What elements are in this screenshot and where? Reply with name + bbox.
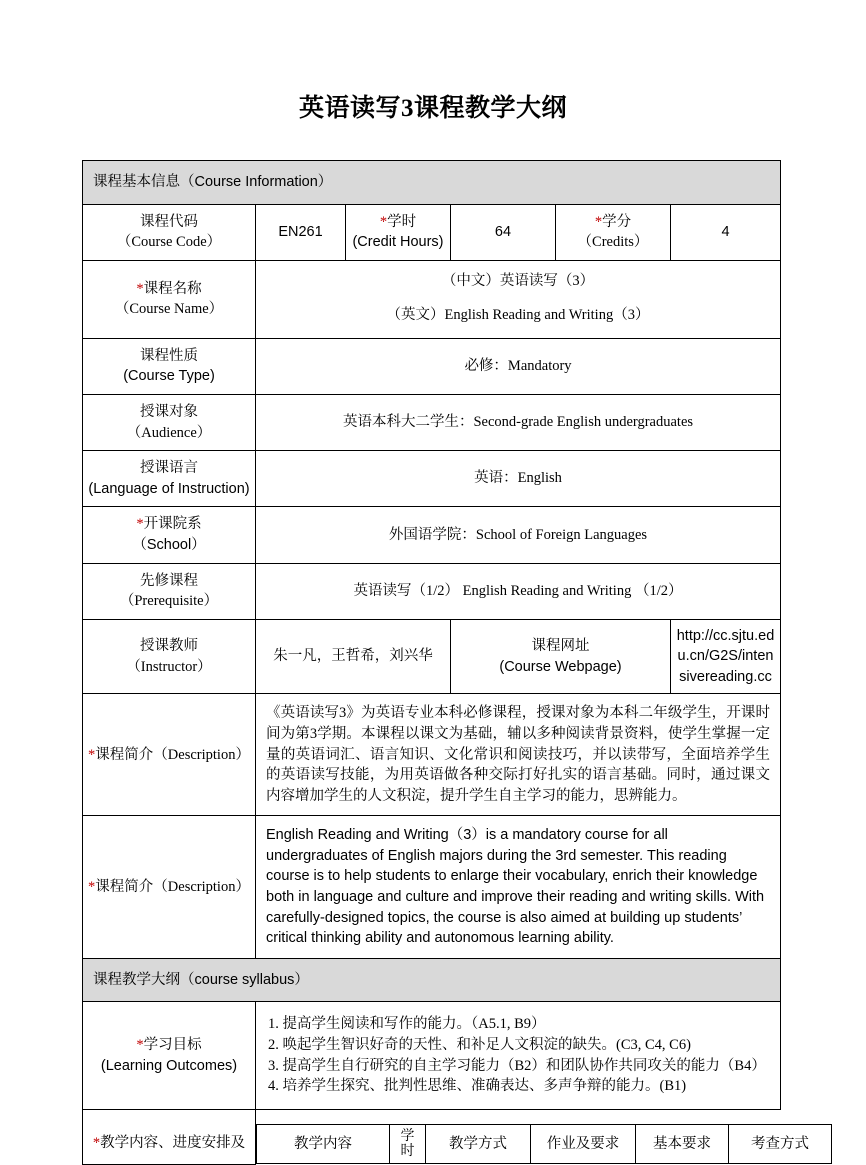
section-header-course-information: 课程基本信息（Course Information） <box>83 161 781 205</box>
value-course-type: 必修：Mandatory <box>256 338 781 394</box>
value-description-en: English Reading and Writing（3）is a mandatory course for all undergraduates of English majors during the 3rd semester. This reading course is to help students to enlarge their vocabulary, enrich their knowledge both in language and culture and improve their reading and writing skills. With carefully-designed topics, the course is also aimed at building up students’ critical thinking ability and autonomous learning ability. <box>256 816 781 958</box>
label-learning-outcomes-cn: 学习目标 <box>143 1036 202 1053</box>
value-school: 外国语学院：School of Foreign Languages <box>256 507 781 563</box>
label-description-en-text: 课程简介（Description） <box>95 878 250 895</box>
label-instructor-en: （Instructor） <box>126 658 212 675</box>
label-language-en: (Language of Instruction) <box>88 480 250 497</box>
label-audience-cn: 授课对象 <box>140 404 198 421</box>
label-course-webpage-en: (Course Webpage) <box>499 658 622 675</box>
label-course-type-en: (Course Type) <box>123 368 215 385</box>
value-course-code: EN261 <box>256 204 346 260</box>
table-row-description-cn <box>83 694 781 816</box>
label-credit-hours-cn: 学时 <box>387 213 417 230</box>
required-asterisk: * <box>88 878 96 895</box>
table-row-course-name <box>83 260 781 338</box>
table-row-section-header-syllabus <box>83 958 781 1002</box>
required-asterisk: * <box>92 1135 101 1152</box>
label-description-en <box>83 816 256 958</box>
value-course-name-cn: （中文）英语读写（3） <box>441 272 595 289</box>
value-description-cn: 《英语读写3》为英语专业本科必修课程，授课对象为本科二年级学生，开课时间为第3学期。本课程以课文为基础，辅以多种阅读背景资料，使学生掌握一定量的英语词汇、语言知识、文化常识和阅读技巧，并以读带写，全面培养学生的英语读写技能，为用英语做各种交际打好扎实的语言基础。同时，通过课文内容增加学生的人文积淀，提升学生自主学习的能力，思辨能力。 <box>256 694 781 816</box>
schedule-column-assignments: 作业及要求 <box>531 1124 636 1164</box>
label-prerequisite <box>83 563 256 619</box>
label-prerequisite-en: （Prerequisite） <box>119 593 219 610</box>
table-row-schedule <box>83 1109 781 1164</box>
label-instructor-cn: 授课教师 <box>140 637 198 654</box>
table-row-prerequisite <box>83 563 781 619</box>
value-audience: 英语本科大二学生：Second-grade English undergraduates <box>256 395 781 451</box>
label-credits <box>556 204 671 260</box>
label-learning-outcomes-en: (Learning Outcomes) <box>100 1057 238 1074</box>
label-credit-hours-en: (Credit Hours) <box>352 234 444 251</box>
table-row-description-en <box>83 816 781 958</box>
label-course-name-en: （Course Name） <box>114 301 224 318</box>
label-credit-hours <box>346 204 451 260</box>
label-description-cn-text: 课程简介（Description） <box>95 746 250 763</box>
label-credits-en: （Credits） <box>577 234 649 251</box>
label-course-code-cn: 课程代码 <box>140 213 198 230</box>
label-description-cn <box>83 694 256 816</box>
list-item: 4. 培养学生探究、批判性思维、准确表达、多声争辩的能力。(B1) <box>268 1078 687 1095</box>
schedule-table <box>256 1124 832 1165</box>
list-item: 2. 唤起学生智识好奇的天性、和补足人文积淀的缺失。(C3, C4, C6) <box>268 1036 691 1053</box>
value-credit-hours: 64 <box>451 204 556 260</box>
value-course-name <box>256 260 781 338</box>
page-title: 英语读写3课程教学大纲 <box>298 95 567 122</box>
schedule-inner-table-wrap <box>256 1109 809 1164</box>
table-row-language-of-instruction <box>83 451 781 507</box>
required-asterisk: * <box>136 280 144 297</box>
required-asterisk: * <box>136 1036 144 1053</box>
schedule-column-assessment-method: 考查方式 <box>729 1124 832 1164</box>
label-school <box>83 507 256 563</box>
schedule-column-credit-hours: 学 时 <box>390 1124 426 1164</box>
required-asterisk: * <box>136 516 144 533</box>
list-item: 3. 提高学生自行研究的自主学习能力（B2）和团队协作共同攻关的能力（B4） <box>268 1057 766 1074</box>
label-course-webpage <box>451 619 671 694</box>
label-credits-cn: 学分 <box>602 213 632 230</box>
label-course-webpage-cn: 课程网址 <box>531 637 590 654</box>
label-language-of-instruction <box>83 451 256 507</box>
label-instructor <box>83 619 256 694</box>
label-teaching-schedule <box>83 1109 256 1164</box>
label-audience <box>83 395 256 451</box>
table-row-course-code <box>83 204 781 260</box>
table-row-school <box>83 507 781 563</box>
label-course-type-cn: 课程性质 <box>140 347 198 364</box>
label-course-type <box>83 338 256 394</box>
list-item: 1. 提高学生阅读和写作的能力。（A5.1, B9） <box>268 1016 546 1033</box>
label-prerequisite-cn: 先修课程 <box>140 572 198 589</box>
value-credits: 4 <box>671 204 781 260</box>
value-course-name-en: （英文）English Reading and Writing（3） <box>386 307 650 324</box>
schedule-column-teaching-method: 教学方式 <box>426 1124 531 1164</box>
label-teaching-schedule-text: 教学内容、进度安排及 <box>100 1135 246 1152</box>
value-learning-outcomes-list <box>256 1002 781 1109</box>
required-asterisk: * <box>379 213 388 230</box>
label-school-cn: 开课院系 <box>143 516 202 533</box>
required-asterisk: * <box>88 746 96 763</box>
schedule-header-row <box>257 1124 832 1164</box>
value-instructor: 朱一凡，王哲希，刘兴华 <box>256 619 451 694</box>
table-row-instructor <box>83 619 781 694</box>
label-learning-outcomes <box>83 1002 256 1109</box>
section-header-course-syllabus: 课程教学大纲（course syllabus） <box>83 958 781 1002</box>
table-row-course-type <box>83 338 781 394</box>
table-row-section-header-course-info <box>83 161 781 205</box>
label-course-code-en: （Course Code） <box>116 234 222 251</box>
label-course-name-cn: 课程名称 <box>143 280 202 297</box>
label-school-en: （School） <box>132 536 206 553</box>
schedule-column-basic-requirements: 基本要求 <box>636 1124 729 1164</box>
value-language-of-instruction: 英语：English <box>256 451 781 507</box>
value-prerequisite: 英语读写（1/2） English Reading and Writing （1/2） <box>256 563 781 619</box>
label-audience-en: （Audience） <box>126 424 212 441</box>
required-asterisk: * <box>594 213 603 230</box>
table-row-learning-outcomes <box>83 1002 781 1109</box>
label-language-cn: 授课语言 <box>140 460 198 477</box>
table-row-audience <box>83 395 781 451</box>
label-course-name <box>83 260 256 338</box>
schedule-column-teaching-content: 教学内容 <box>257 1124 390 1164</box>
course-syllabus-table <box>82 160 809 1165</box>
value-course-webpage-url[interactable]: http://cc.sjtu.edu.cn/G2S/intensivereading.cc <box>671 619 781 694</box>
label-course-code <box>83 204 256 260</box>
